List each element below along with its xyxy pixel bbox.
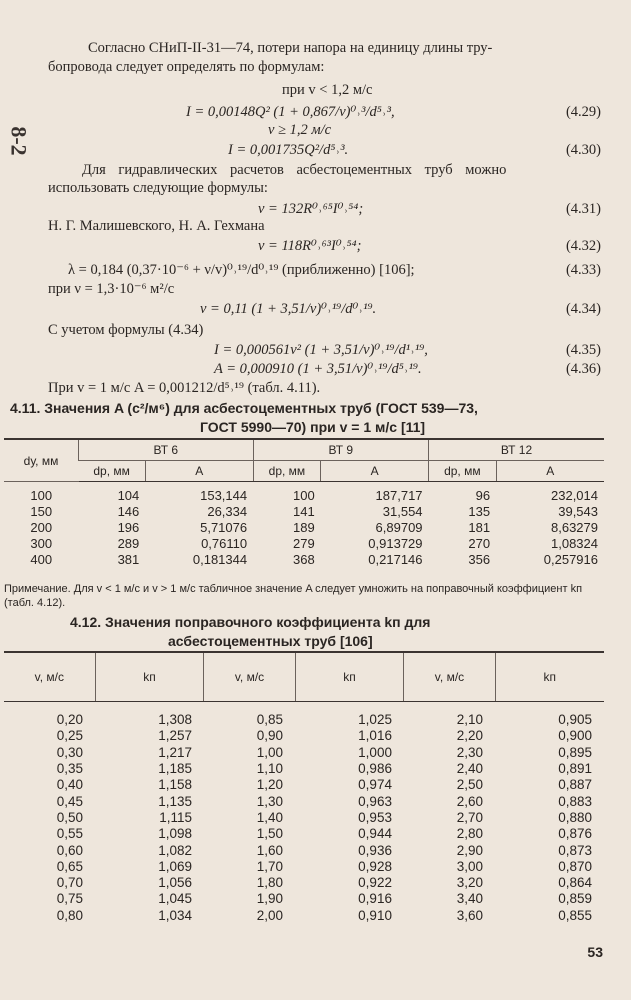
table-row [4,777,604,793]
header-velocity: v, м/с [404,652,495,702]
intro-line-2: бопровода следует определять по формулам: [48,59,325,75]
cell: 104 [117,488,140,503]
cell: 0,944 [358,826,392,842]
formula-4-33: λ = 0,184 (0,37·10⁻⁶ + ν/v)⁰˒¹⁹/d⁰˒¹⁹ (приближенно) [106]; [68,262,415,278]
table-row [4,504,604,520]
formula-4-35: I = 0,000561v² (1 + 3,51/v)⁰˒¹⁹/d¹˒¹⁹, [214,342,428,358]
cell: 0,887 [558,777,592,793]
formula-4-30: I = 0,001735Q²/d⁵˒³. [228,142,349,158]
cell: 3,60 [456,907,484,923]
cell: 1,016 [358,728,392,744]
cell: 0,891 [558,761,592,777]
cell: 270 [468,536,491,551]
cell: 0,870 [558,858,592,874]
cell: 1,098 [158,826,192,842]
cell: 0,40 [56,777,84,793]
cell: 39,543 [558,504,598,519]
cell: 1,158 [158,777,192,793]
header-kp: kп [295,652,404,702]
header-kp: kп [495,652,604,702]
table-row [4,810,604,826]
cell: 0,953 [358,809,392,825]
condition-low-velocity: при v < 1,2 м/с [282,82,373,98]
table-4-12-caption-line-1: 4.12. Значения поправочного коэффициента kп для [70,614,431,630]
viscosity-value: при ν = 1,3·10⁻⁶ м²/с [48,281,175,297]
cell: 1,082 [158,842,192,858]
cell: 1,185 [158,761,192,777]
table-row [4,536,604,552]
cell: 8,63279 [551,520,598,535]
with-formula-line: С учетом формулы (4.34) [48,322,204,338]
cell: 400 [30,552,53,567]
cell: 2,20 [456,728,484,744]
formula-4-34: ν = 0,11 (1 + 3,51/v)⁰˒¹⁹/d⁰˒¹⁹. [200,301,377,317]
cell: 1,90 [256,891,284,907]
cell: 196 [117,520,140,535]
cell: 2,90 [456,842,484,858]
cell: 1,80 [256,875,284,891]
cell: 0,85 [256,712,284,728]
table-row [4,702,604,729]
cell: 1,045 [158,891,192,907]
table-row [4,728,604,744]
cell: 1,50 [256,826,284,842]
cell: 1,70 [256,858,284,874]
cell: 0,50 [56,809,84,825]
cell: 0,90 [256,728,284,744]
cell: 200 [30,520,53,535]
header-dp: dр, мм [429,461,497,482]
paragraph-2-line-1: Для гидравлических расчетов асбестоцементных труб можно [82,162,507,178]
cell: 3,20 [456,875,484,891]
cell: 1,40 [256,809,284,825]
header-velocity: v, м/с [204,652,295,702]
header-dp: dр, мм [79,461,146,482]
table-row [4,859,604,875]
cell: 0,864 [558,875,592,891]
cell: 2,40 [456,761,484,777]
cell: 0,963 [358,793,392,809]
formula-4-31: v = 132R⁰˒⁶⁵I⁰˒⁵⁴; [258,201,364,217]
cell: 2,80 [456,826,484,842]
table-row [4,826,604,842]
cell: 232,014 [551,488,598,503]
cell: 141 [293,504,315,519]
cell: 381 [117,552,140,567]
cell: 1,00 [256,744,284,760]
cell: 150 [30,504,53,519]
cell: 181 [468,520,491,535]
cell: 0,916 [358,891,392,907]
cell: 1,257 [158,728,192,744]
cell: 0,35 [56,761,84,777]
table-row [4,552,604,568]
formula-number-4-36: (4.36) [565,361,601,377]
formula-4-32: v = 118R⁰˒⁶³I⁰˒⁵⁴; [258,238,362,254]
cell: 3,40 [456,891,484,907]
margin-mark: 8-2 [6,126,32,156]
cell: 100 [30,488,53,503]
header-a: A [321,461,429,482]
formula-4-29: I = 0,00148Q² (1 + 0,867/v)⁰˒³/d⁵˒³, [186,104,395,120]
table-4-11-caption-line-1: 4.11. Значения A (с²/м⁶) для асбестоцементных труб (ГОСТ 539—73, [10,400,478,416]
cell: 1,20 [256,777,284,793]
header-a: A [145,461,253,482]
table-row [4,842,604,858]
cell: 1,115 [159,809,192,825]
cell: 300 [30,536,53,551]
cell: 135 [468,504,491,519]
cell: 0,986 [358,761,392,777]
cell: 31,554 [382,504,423,519]
cell: 0,922 [358,875,392,891]
cell: 26,334 [207,504,248,519]
formula-number-4-35: (4.35) [565,342,601,358]
cell: 279 [293,536,315,551]
table-row [4,793,604,809]
cell: 187,717 [375,488,423,503]
table-row [4,761,604,777]
table-4-11-caption-line-2: ГОСТ 5990—70) при v = 1 м/с [11] [200,419,426,435]
condition-high-velocity: v ≥ 1,2 м/с [268,122,332,138]
cell: 0,910 [358,907,392,923]
table-row [4,891,604,907]
table-row [4,875,604,891]
cell: 0,883 [558,793,592,809]
cell: 1,135 [158,793,192,809]
table-row [4,482,604,505]
cell: 2,50 [456,777,484,793]
header-velocity: v, м/с [4,652,95,702]
header-group-bt6: ВТ 6 [79,439,254,461]
cell: 0,75 [56,891,84,907]
cell: 1,308 [158,712,192,728]
cell: 1,30 [256,793,284,809]
cell: 1,10 [256,761,284,777]
cell: 0,876 [558,826,592,842]
cell: 0,76110 [201,536,248,551]
intro-line-1: Согласно СНиП-II-31—74, потери напора на единицу длины тру- [88,40,493,56]
cell: 1,025 [358,712,392,728]
cell: 289 [117,536,140,551]
cell: 0,65 [56,858,84,874]
cell: 0,936 [358,842,392,858]
cell: 100 [293,488,315,503]
cell: 368 [293,552,315,567]
cell: 0,25 [56,728,84,744]
formula-number-4-33: (4.33) [565,262,601,278]
table-4-12 [4,651,604,924]
cell: 0,880 [558,809,592,825]
formula-number-4-32: (4.32) [565,238,601,254]
cell: 0,895 [558,744,592,760]
final-note: При v = 1 м/с A = 0,001212/d⁵˒¹⁹ (табл. 4.11). [48,380,321,396]
table-4-11-note: Примечание. Для v < 1 м/с и v > 1 м/с табличное значение A следует умножить на поправочный коэффициент kп (табл. 4.12). [4,583,583,609]
cell: 0,70 [56,875,84,891]
formula-number-4-31: (4.31) [565,201,601,217]
cell: 5,71076 [200,520,248,535]
cell: 2,00 [256,907,284,923]
cell: 0,859 [558,891,592,907]
table-row [4,520,604,536]
cell: 1,60 [256,842,284,858]
cell: 1,08324 [551,536,598,551]
cell: 0,181344 [192,552,248,567]
table-row [4,908,604,924]
cell: 1,217 [158,744,192,760]
cell: 0,45 [56,793,84,809]
cell: 0,55 [56,826,84,842]
cell: 1,000 [358,744,392,760]
table-row [4,745,604,761]
cell: 0,873 [558,842,592,858]
cell: 6,89709 [375,520,423,535]
cell: 0,905 [558,712,592,728]
cell: 2,30 [456,744,484,760]
cell: 0,974 [358,777,392,793]
header-a: A [496,461,604,482]
cell: 189 [293,520,315,535]
header-dp: dр, мм [253,461,321,482]
formula-number-4-29: (4.29) [565,104,601,120]
header-kp: kп [95,652,204,702]
cell: 2,60 [456,793,484,809]
cell: 0,217146 [368,552,423,567]
paragraph-2-line-2: использовать следующие формулы: [48,180,268,196]
cell: 0,30 [56,744,84,760]
cell: 356 [468,552,491,567]
cell: 1,056 [158,875,192,891]
cell: 0,900 [558,728,592,744]
cell: 0,80 [56,907,84,923]
table-4-12-caption-line-2: асбестоцементных труб [106] [168,633,373,649]
cell: 1,034 [158,907,192,923]
cell: 0,257916 [543,552,598,567]
header-group-bt9: ВТ 9 [253,439,428,461]
cell: 0,855 [558,907,592,923]
page-number: 53 [587,944,603,960]
formula-number-4-30: (4.30) [565,142,601,158]
cell: 96 [475,488,491,503]
formula-4-36: A = 0,000910 (1 + 3,51/v)⁰˒¹⁹/d⁵˒¹⁹. [214,361,422,377]
header-dy: dу, мм [4,439,79,482]
cell: 0,928 [358,858,392,874]
cell: 2,70 [456,809,484,825]
header-group-bt12: ВТ 12 [429,439,604,461]
cell: 0,60 [56,842,84,858]
table-4-11 [4,438,604,568]
cell: 146 [117,504,140,519]
cell: 3,00 [456,858,484,874]
cell: 0,913729 [368,536,423,551]
cell: 0,20 [56,712,84,728]
formula-number-4-34: (4.34) [565,301,601,317]
authors-line: Н. Г. Малишевского, Н. А. Гехмана [48,218,265,234]
cell: 1,069 [158,858,192,874]
cell: 153,144 [200,488,248,503]
cell: 2,10 [456,712,484,728]
